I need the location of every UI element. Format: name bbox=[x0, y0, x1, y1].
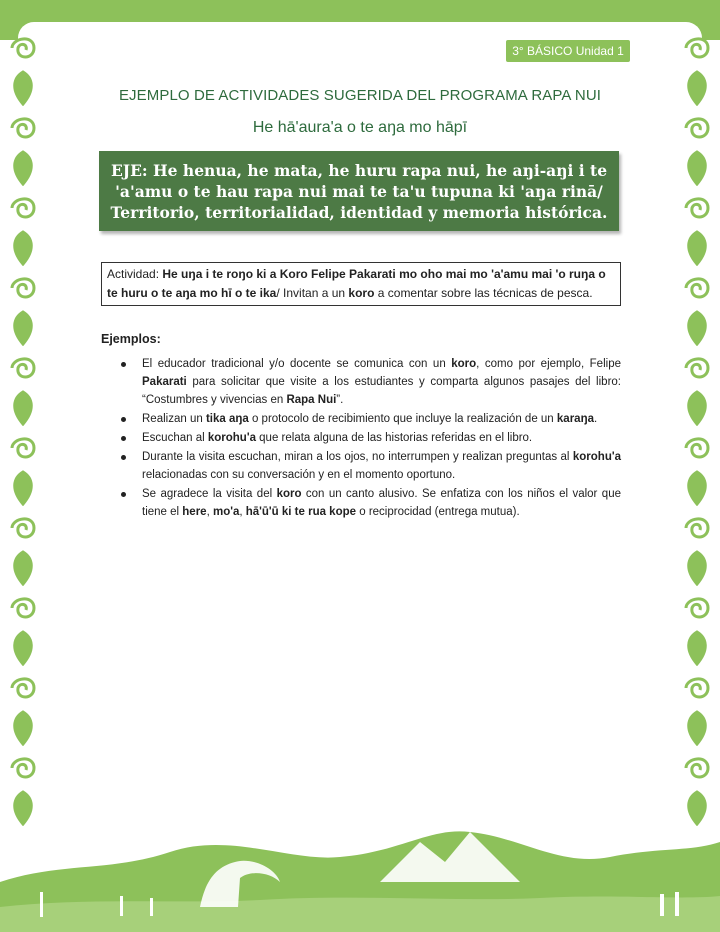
actividad-box bbox=[101, 262, 621, 306]
item-text: o protocolo de recibimiento que incluye la realización de un bbox=[248, 413, 557, 425]
border-motif bbox=[682, 270, 712, 306]
border-motif bbox=[8, 310, 38, 346]
border-motif bbox=[8, 430, 38, 466]
border-motif bbox=[682, 750, 712, 786]
item-text: relacionadas con su conversación y en el momento oportuno. bbox=[142, 469, 456, 481]
item-text: . bbox=[594, 413, 598, 425]
border-motif bbox=[8, 710, 38, 746]
item-term: mo'a bbox=[212, 506, 240, 518]
top-frame bbox=[0, 0, 720, 40]
border-motif bbox=[682, 150, 712, 186]
page-title: EJEMPLO DE ACTIVIDADES SUGERIDA DEL PROGRAMA RAPA NUI bbox=[118, 87, 602, 104]
item-term: here bbox=[182, 506, 207, 518]
left-decorative-border bbox=[0, 30, 46, 830]
actividad-rapanui-text: He uŋa i te roŋo ki a Koro Felipe Pakarati mo oho mai mo 'a'amu mai 'o ruŋa o te huru o te aŋa mo hī o te ika bbox=[107, 267, 606, 300]
border-motif bbox=[8, 350, 38, 386]
item-text: , bbox=[206, 506, 213, 518]
actividad-koro: koro bbox=[348, 286, 375, 300]
item-term: koro bbox=[276, 488, 302, 500]
border-motif bbox=[8, 230, 38, 266]
item-term: tika aŋa bbox=[205, 413, 249, 425]
item-term: hā'ū'ū ki te rua kope bbox=[245, 506, 357, 518]
item-term: koro bbox=[451, 358, 477, 370]
list-item bbox=[121, 448, 621, 484]
eje-box: EJE: He henua, he mata, he huru rapa nui, he aŋi-aŋi i te 'a'amu o te hau rapa nui mai te ta'u tupuna ki 'aŋa rinā/ Territorio, territorialidad, identidad y memoria histórica. bbox=[99, 151, 619, 231]
item-text: ”. bbox=[336, 394, 344, 406]
item-text: con un canto alusivo. Se enfatiza con los niños el valor que tiene el bbox=[142, 488, 621, 518]
ejemplos-list bbox=[121, 355, 621, 522]
item-text: o reciprocidad (entrega mutua). bbox=[356, 506, 520, 518]
border-motif bbox=[8, 630, 38, 666]
list-item bbox=[121, 429, 621, 447]
item-text: , bbox=[239, 506, 246, 518]
border-motif bbox=[682, 710, 712, 746]
border-motif bbox=[682, 670, 712, 706]
ejemplos-title: Ejemplos: bbox=[101, 332, 161, 346]
border-motif bbox=[682, 30, 712, 66]
item-text: , como por ejemplo, Felipe bbox=[476, 358, 621, 370]
page-subtitle: He hā'aura'a o te aŋa mo hāpī bbox=[252, 119, 468, 136]
item-text: Escuchan al bbox=[142, 432, 208, 444]
border-motif bbox=[682, 550, 712, 586]
border-motif bbox=[682, 390, 712, 426]
item-text: Se agradece la visita del bbox=[142, 488, 277, 500]
list-item bbox=[121, 355, 621, 409]
border-motif bbox=[682, 190, 712, 226]
border-motif bbox=[8, 670, 38, 706]
right-decorative-border bbox=[674, 30, 720, 830]
border-motif bbox=[682, 470, 712, 506]
grade-badge: 3° BÁSICO Unidad 1 bbox=[506, 40, 630, 62]
border-motif bbox=[682, 310, 712, 346]
item-text: para solicitar que visite a los estudiantes y comparta algunos pasajes del libro: “Costumbres y vivencias en bbox=[142, 376, 621, 406]
border-motif bbox=[8, 750, 38, 786]
border-motif bbox=[8, 510, 38, 546]
footer-landscape-illustration bbox=[0, 812, 720, 932]
list-item bbox=[121, 410, 621, 428]
border-motif bbox=[8, 590, 38, 626]
actividad-text-end: a comentar sobre las técnicas de pesca. bbox=[374, 286, 593, 300]
border-motif bbox=[8, 190, 38, 226]
item-term: korohu'a bbox=[572, 451, 621, 463]
border-motif bbox=[8, 390, 38, 426]
item-term: Rapa Nui bbox=[286, 394, 337, 406]
border-motif bbox=[682, 350, 712, 386]
border-motif bbox=[8, 550, 38, 586]
item-term: Pakarati bbox=[142, 376, 187, 388]
actividad-text: / Invitan a un bbox=[276, 286, 349, 300]
item-text: Realizan un bbox=[142, 413, 206, 425]
border-motif bbox=[8, 470, 38, 506]
border-motif bbox=[8, 150, 38, 186]
border-motif bbox=[8, 30, 38, 66]
list-item bbox=[121, 485, 621, 521]
actividad-label: Actividad: bbox=[107, 267, 163, 281]
item-term: karaŋa bbox=[556, 413, 594, 425]
item-text: El educador tradicional y/o docente se comunica con un bbox=[142, 358, 452, 370]
border-motif bbox=[682, 630, 712, 666]
item-text: Durante la visita escuchan, miran a los ojos, no interrumpen y realizan preguntas al bbox=[142, 451, 573, 463]
border-motif bbox=[682, 230, 712, 266]
item-text: que relata alguna de las historias referidas en el libro. bbox=[255, 432, 533, 444]
border-motif bbox=[682, 590, 712, 626]
border-motif bbox=[682, 430, 712, 466]
item-term: korohu'a bbox=[207, 432, 256, 444]
border-motif bbox=[682, 510, 712, 546]
border-motif bbox=[8, 270, 38, 306]
